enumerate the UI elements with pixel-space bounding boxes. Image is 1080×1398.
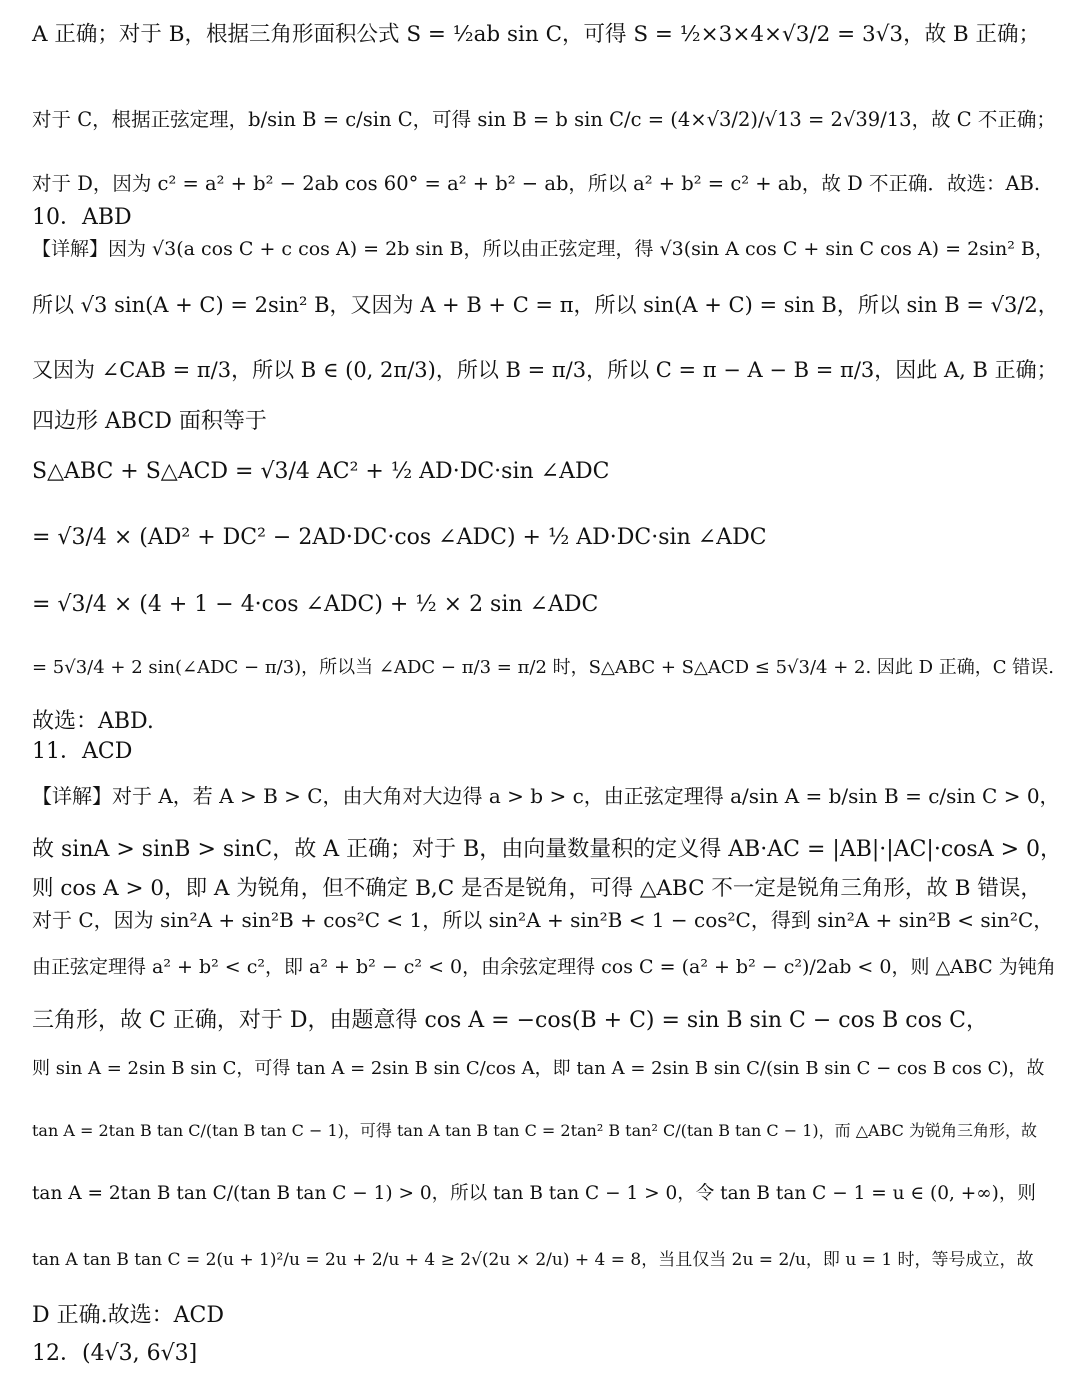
text-line: 又因为 ∠CAB = π/3，所以 B ∈ (0, 2π/3)，所以 B = π/3，所以 C = π − A − B = π/3，因此 A, B 正确；	[32, 358, 1058, 382]
text-line: 三角形，故 C 正确，对于 D，由题意得 cos A = −cos(B + C) = sin B sin C − cos B cos C，	[32, 1008, 988, 1033]
text-line: A 正确；对于 B，根据三角形面积公式 S = ½ab sin C，可得 S = ½×3×4×√3/2 = 3√3，故 B 正确；	[32, 22, 1041, 47]
text-line: 由正弦定理得 a² + b² < c²，即 a² + b² − c² < 0，由余弦定理得 cos C = (a² + b² − c²)/2ab < 0，则 △ABC 为钝角	[32, 956, 1056, 978]
formula-line: = √3/4 × (AD² + DC² − 2AD·DC·cos ∠ADC) + ½ AD·DC·sin ∠ADC	[32, 525, 767, 550]
text-line: 所以 √3 sin(A + C) = 2sin² B，又因为 A + B + C = π，所以 sin(A + C) = sin B，所以 sin B = √3/2，	[32, 293, 1059, 317]
text-line: tan A tan B tan C = 2(u + 1)²/u = 2u + 2/u + 4 ≥ 2√(2u × 2/u) + 4 = 8，当且仅当 2u = 2/u，即 u = 1 时，等号成立，故	[32, 1250, 1034, 1270]
question-number: 10．ABD	[32, 205, 132, 230]
text-line: tan A = 2tan B tan C/(tan B tan C − 1)，可得 tan A tan B tan C = 2tan² B tan² C/(tan B tan C − 1)，而 △ABC 为锐角三角形，故	[32, 1121, 1037, 1140]
text-line: 则 sin A = 2sin B sin C，可得 tan A = 2sin B sin C/cos A，即 tan A = 2sin B sin C/(sin B sin C − cos B cos C)，故	[32, 1058, 1045, 1079]
text-line: 故 sinA > sinB > sinC，故 A 正确；对于 B，由向量数量积的定义得 AB·AC = |AB|·|AC|·cosA > 0，	[32, 837, 1062, 862]
question-number: 12．(4√3, 6√3]	[32, 1341, 198, 1366]
formula-line: S△ABC + S△ACD = √3/4 AC² + ½ AD·DC·sin ∠ADC	[32, 459, 610, 484]
text-line: 对于 C，根据正弦定理，b/sin B = c/sin C，可得 sin B = b sin C/c = (4×√3/2)/√13 = 2√39/13，故 C 不正确；	[32, 108, 1056, 131]
answer-line: 故选：ABD.	[32, 709, 154, 734]
question-number: 11．ACD	[32, 739, 133, 764]
text-line: 四边形 ABCD 面积等于	[32, 409, 267, 434]
formula-line: = √3/4 × (4 + 1 − 4·cos ∠ADC) + ½ × 2 sin ∠ADC	[32, 592, 599, 617]
text-line: 则 cos A > 0，即 A 为锐角，但不确定 B,C 是否是锐角，可得 △ABC 不一定是锐角三角形，故 B 错误，	[32, 876, 1042, 901]
answer-line: D 正确.故选：ACD	[32, 1303, 224, 1328]
formula-line: = 5√3/4 + 2 sin(∠ADC − π/3)，所以当 ∠ADC − π/3 = π/2 时，S△ABC + S△ACD ≤ 5√3/4 + 2. 因此 D 正确，C 错误.	[32, 657, 1054, 678]
text-line: 对于 D，因为 c² = a² + b² − 2ab cos 60° = a² + b² − ab，所以 a² + b² = c² + ab，故 D 不正确．故选：AB.	[32, 172, 1041, 195]
text-line: tan A = 2tan B tan C/(tan B tan C − 1) > 0，所以 tan B tan C − 1 > 0，令 tan B tan C − 1 = u ∈ (0, +∞)，则	[32, 1183, 1036, 1204]
text-line: 对于 C，因为 sin²A + sin²B + cos²C < 1，所以 sin²A + sin²B < 1 − cos²C，得到 sin²A + sin²B < sin²C，	[32, 908, 1054, 932]
text-line: 【详解】因为 √3(a cos C + c cos A) = 2b sin B，所以由正弦定理，得 √3(sin A cos C + sin C cos A) = 2sin² B，	[32, 238, 1054, 260]
text-line: 【详解】对于 A，若 A > B > C，由大角对大边得 a > b > c，由正弦定理得 a/sin A = b/sin B = c/sin C > 0，	[32, 784, 1060, 808]
